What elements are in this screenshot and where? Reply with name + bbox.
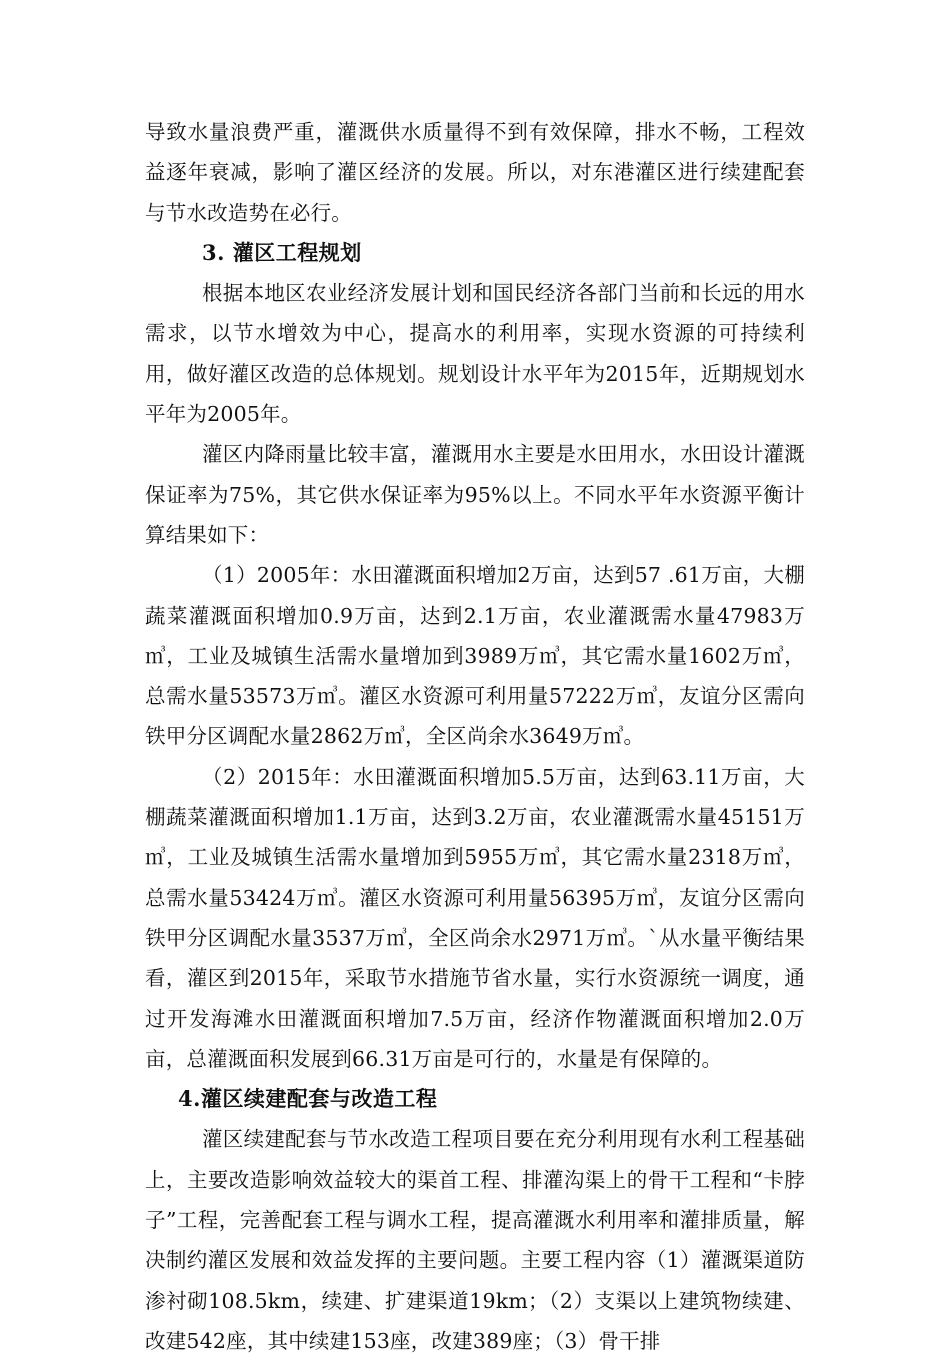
paragraph-planning: 根据本地区农业经济发展计划和国民经济各部门当前和长远的用水需求，以节水增效为中心，提高水的利用率，实现水资源的可持续利用，做好灌区改造的总体规划。规划设计水平年为2015年，近期规划水平年为2005年。 bbox=[145, 281, 805, 427]
paragraph-2005-balance: （1）2005年：水田灌溉面积增加2万亩，达到57 .61万亩，大棚蔬菜灌溉面积增加0.9万亩，达到2.1万亩，农业灌溉需水量47983万㎥，工业及城镇生活需水量增加到3989万㎥，其它需水量1602万㎥，总需水量53573万㎥。灌区水资源可利用量57222万㎥，友谊分区需向铁甲分区调配水量2862万㎥，全区尚余水3649万㎥。 bbox=[145, 563, 805, 749]
paragraph-renovation-works: 灌区续建配套与节水改造工程项目要在充分利用现有水利工程基础上，主要改造影响效益较大的渠首工程、排灌沟渠上的骨干工程和“卡脖子”工程，完善配套工程与调水工程，提高灌溉水利用率和灌排质量，解决制约灌区发展和效益发挥的主要问题。主要工程内容（1）灌溉渠道防渗衬砌108.5km，续建、扩建渠道19km；（2）支渠以上建筑物续建、改建542座，其中续建153座，改建389座；（3）骨干排 bbox=[145, 1127, 805, 1353]
section-heading-irrigation-planning: 3. 灌区工程规划 bbox=[202, 239, 362, 265]
paragraph-rainfall: 灌区内降雨量比较丰富，灌溉用水主要是水田用水，水田设计灌溉保证率为75%，其它供水保证率为95%以上。不同水平年水资源平衡计算结果如下： bbox=[145, 442, 805, 547]
paragraph-intro-continued: 导致水量浪费严重，灌溉供水质量得不到有效保障，排水不畅，工程效益逐年衰减，影响了灌区经济的发展。所以，对东港灌区进行续建配套与节水改造势在必行。 bbox=[145, 120, 805, 225]
document-body bbox=[145, 112, 805, 1361]
paragraph-2015-balance: （2）2015年：水田灌溉面积增加5.5万亩，达到63.11万亩，大棚蔬菜灌溉面积增加1.1万亩，达到3.2万亩，农业灌溉需水量45151万㎥，工业及城镇生活需水量增加到5955万㎥，其它需水量2318万㎥，总需水量53424万㎥。灌区水资源可利用量56395万㎥，友谊分区需向铁甲分区调配水量3537万㎥，全区尚余水2971万㎥。`从水量平衡结果看，灌区到2015年，采取节水措施节省水量，实行水资源统一调度，通过开发海滩水田灌溉面积增加7.5万亩，经济作物灌溉面积增加2.0万亩，总灌溉面积发展到66.31万亩是可行的，水量是有保障的。 bbox=[145, 764, 805, 1071]
section-heading-renovation-works: 4.灌区续建配套与改造工程 bbox=[178, 1086, 438, 1112]
